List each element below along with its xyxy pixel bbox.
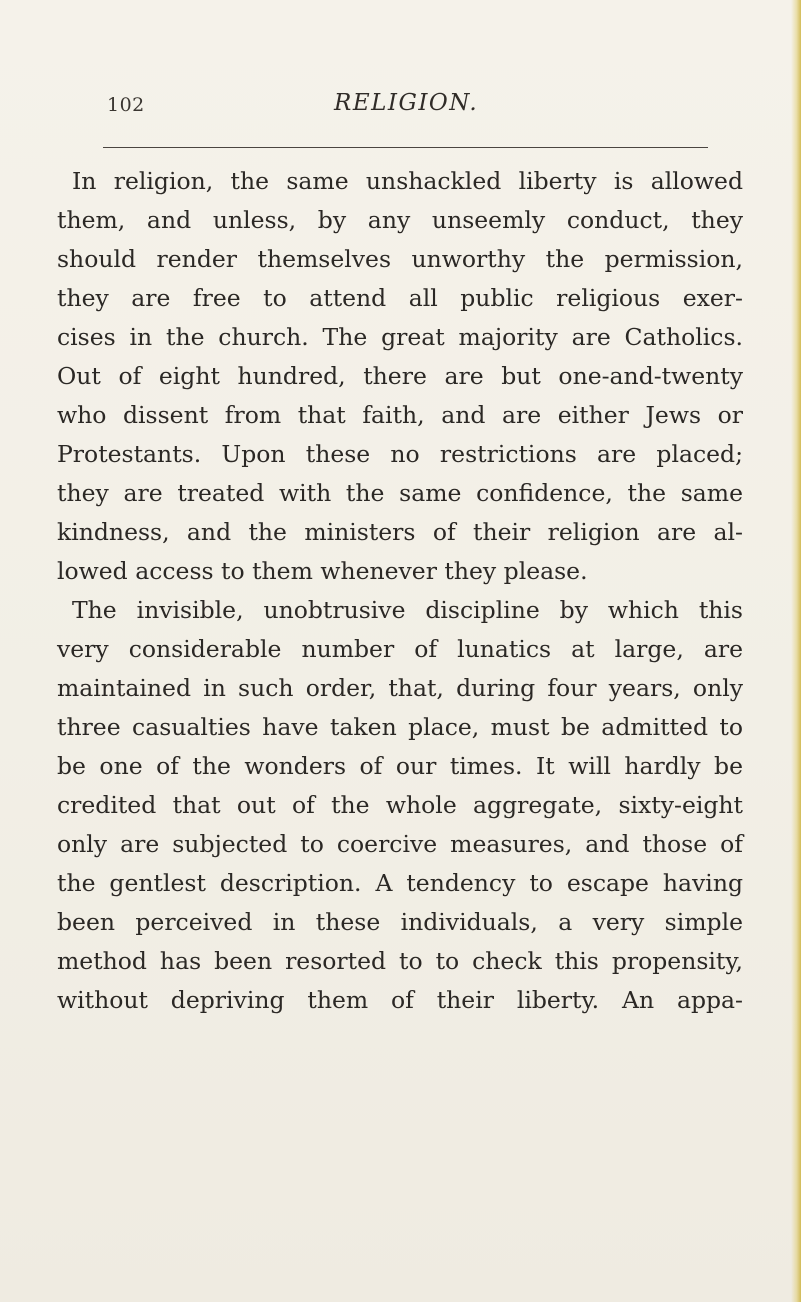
text-line: three casualties have taken place, must be admitted to (57, 713, 743, 741)
text-line: Out of eight hundred, there are but one-and-twenty (57, 362, 743, 390)
running-head (40, 84, 760, 124)
running-title: RELIGION. (334, 90, 479, 116)
text-line: should render themselves unworthy the permission, (57, 245, 743, 273)
text-line: who dissent from that faith, and are either Jews or (57, 401, 743, 429)
text-line: kindness, and the ministers of their religion are al- (57, 518, 743, 546)
text-line: they are free to attend all public religious exer- (57, 284, 743, 312)
text-line: them, and unless, by any unseemly conduct, they (57, 206, 743, 234)
text-line: lowed access to them whenever they please. (57, 557, 588, 585)
text-line: credited that out of the whole aggregate, sixty-eight (57, 791, 743, 819)
text-line: In religion, the same unshackled liberty is allowed (72, 167, 743, 195)
text-line: Protestants. Upon these no restrictions are placed; (57, 440, 743, 468)
text-line: cises in the church. The great majority are Catholics. (57, 323, 743, 351)
text-line: be one of the wonders of our times. It will hardly be (57, 752, 743, 780)
body-text (57, 162, 743, 1020)
text-line: only are subjected to coercive measures, and those of (57, 830, 743, 858)
text-line: very considerable number of lunatics at large, are (57, 635, 743, 663)
text-line: method has been resorted to to check this propensity, (57, 947, 743, 975)
page-edge (791, 0, 801, 1302)
text-line: The invisible, unobtrusive discipline by which this (72, 596, 743, 624)
text-line: been perceived in these individuals, a very simple (57, 908, 743, 936)
text-line: the gentlest description. A tendency to escape having (57, 869, 743, 897)
text-line: they are treated with the same confidence, the same (57, 479, 743, 507)
header-rule (103, 147, 708, 148)
text-line: without depriving them of their liberty. An appa- (57, 986, 743, 1014)
page-number: 102 (107, 94, 145, 116)
text-line: maintained in such order, that, during four years, only (57, 674, 743, 702)
